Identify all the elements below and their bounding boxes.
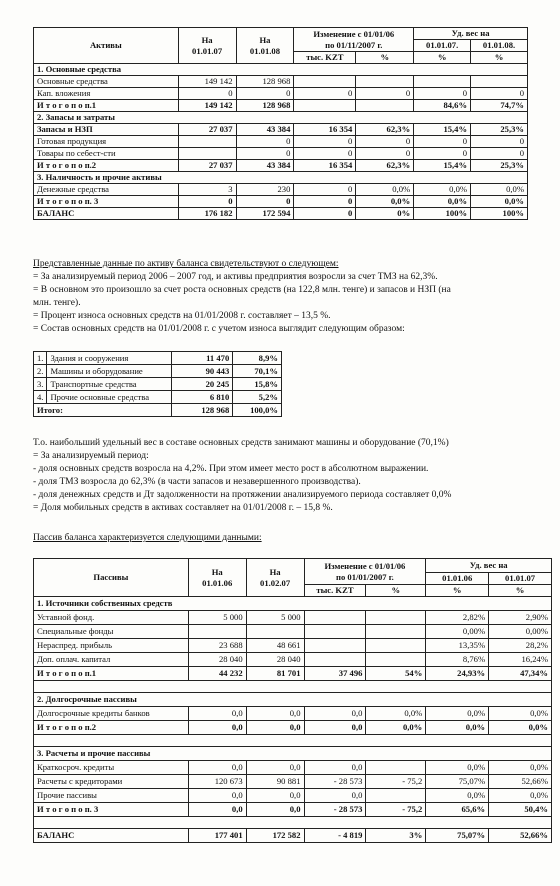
cell: 28 040 [246, 653, 304, 667]
table-row [34, 76, 528, 88]
cell: 0 [294, 196, 356, 208]
cell: 75,07% [426, 829, 489, 843]
cell: 16 354 [294, 124, 356, 136]
col-header-date2: На 01.02.07 [246, 559, 304, 597]
total-row [34, 124, 528, 136]
cell: 27 037 [178, 124, 236, 136]
cell [304, 653, 366, 667]
cell: - 28 573 [304, 775, 366, 789]
cell: 3% [366, 829, 426, 843]
section-title: 3. Расчеты и прочие пассивы [34, 747, 552, 761]
cell: 5 000 [246, 611, 304, 625]
paragraph-line: = За анализируемый период 2006 – 2007 год, и активы предприятия возросли за счет ТМЗ на 62,3%. [33, 272, 438, 282]
row-label: Долгосрочные кредиты банков [34, 707, 189, 721]
table-row [34, 789, 552, 803]
assets-table-body [34, 64, 528, 220]
row-label: Расчеты с кредиторами [34, 775, 189, 789]
table-row [34, 761, 552, 775]
cell: 15,4% [414, 124, 471, 136]
cell [356, 100, 414, 112]
cell: - 4 819 [304, 829, 366, 843]
cell: 0,0% [426, 721, 489, 735]
cell: 74,7% [471, 100, 528, 112]
total-row [34, 803, 552, 817]
section-row [34, 64, 528, 76]
cell: 0,0% [489, 789, 552, 803]
cell [366, 611, 426, 625]
cell: 8,76% [426, 653, 489, 667]
cell: 0,0% [426, 707, 489, 721]
cell: 0,0% [471, 184, 528, 196]
row-label: Уставной фонд. [34, 611, 189, 625]
col-header-share1: 01.01.07. [414, 40, 471, 52]
cell [366, 639, 426, 653]
table-row [34, 625, 552, 639]
row-label: И т о г о п о п.1 [34, 667, 189, 681]
cell: 230 [236, 184, 294, 196]
cell: 0 [236, 148, 294, 160]
cell: 0,0 [304, 761, 366, 775]
cell: 37 496 [304, 667, 366, 681]
cell: 0% [356, 208, 414, 220]
row-label: И т о г о п о п.2 [34, 160, 179, 172]
cell: 0 [356, 136, 414, 148]
cell [178, 148, 236, 160]
cell: 0 [471, 148, 528, 160]
cell: 43 384 [236, 160, 294, 172]
spacer-row [34, 735, 552, 747]
col-header-pct: % [366, 585, 426, 597]
cell: 0 [356, 88, 414, 100]
cell: 0 [471, 136, 528, 148]
cell [304, 611, 366, 625]
cell: 23 688 [188, 639, 246, 653]
cell: 120 673 [188, 775, 246, 789]
total-row [34, 196, 528, 208]
cell: 47,34% [489, 667, 552, 681]
section-title: 2. Запасы и затраты [34, 112, 528, 124]
cell: 0,0 [304, 721, 366, 735]
section-row [34, 597, 552, 611]
cell: 0,0% [414, 184, 471, 196]
cell: 0,0 [188, 721, 246, 735]
cell: 0 [294, 148, 356, 160]
cell: 177 401 [188, 829, 246, 843]
cell: 0 [236, 196, 294, 208]
row-label: Товары по себест-сти [34, 148, 179, 160]
total-row [34, 829, 552, 843]
table-row [34, 775, 552, 789]
cell [414, 76, 471, 88]
cell: 100% [414, 208, 471, 220]
section-title: 1. Основные средства [34, 64, 528, 76]
fixed-assets-table [33, 351, 282, 417]
section-row [34, 747, 552, 761]
cell: 0,0 [246, 721, 304, 735]
paragraph-line: = Доля мобильных средств в активах составляет на 01/01/2008 г. – 15,8 %. [33, 503, 333, 513]
col-header-pct: % [356, 52, 414, 64]
row-label: Прочие пассивы [34, 789, 189, 803]
paragraph-line: = В основном это произошло за счет роста основных средств (на 122,8 млн. тенге) и запасов и НЗП (на [33, 285, 451, 295]
cell: 0 [178, 88, 236, 100]
paragraph-line: - доля денежных средств и Дт задолженности на протяжении анализируемого периода составляет 0,0% [33, 490, 452, 500]
liabilities-heading: Пассив баланса характеризуется следующими данными: [33, 533, 262, 543]
cell: 0 [471, 88, 528, 100]
spacer-row [34, 817, 552, 829]
cell: 0 [294, 88, 356, 100]
table-row [34, 88, 528, 100]
cell: 44 232 [188, 667, 246, 681]
cell: 52,66% [489, 775, 552, 789]
cell: 0,0 [188, 789, 246, 803]
row-label: Специальные фонды [34, 625, 189, 639]
col-header-kzt: тыс. KZT [294, 52, 356, 64]
table-row: 3. Транспортные средства 20 245 15,8% [34, 378, 282, 391]
row-label: Кап. вложения [34, 88, 179, 100]
cell: 90 881 [246, 775, 304, 789]
cell: 0,0% [426, 761, 489, 775]
cell: 0 [236, 88, 294, 100]
cell [304, 639, 366, 653]
section-title: 3. Наличность и прочие активы [34, 172, 528, 184]
paragraph-line: Т.о. наибольший удельный вес в составе основных средств занимают машины и оборудование (70,1%) [33, 438, 449, 448]
col-header-date2: На 01.01.08 [236, 28, 294, 64]
cell: 0,0 [188, 803, 246, 817]
col-header-pct: % [471, 52, 528, 64]
cell: 172 594 [236, 208, 294, 220]
row-label: Краткосроч. кредиты [34, 761, 189, 775]
cell: 0 [414, 88, 471, 100]
table-row [34, 611, 552, 625]
cell: 15,4% [414, 160, 471, 172]
cell: 28,2% [489, 639, 552, 653]
col-header-share: Уд. вес на [426, 559, 552, 573]
cell [294, 76, 356, 88]
cell: 2,90% [489, 611, 552, 625]
spacer-row [34, 681, 552, 693]
cell: 0,00% [489, 625, 552, 639]
paragraph-line: - доля основных средств возросла на 4,2%. При этом имеет место рост в абсолютном выражении. [33, 464, 429, 474]
cell: 62,3% [356, 124, 414, 136]
col-header-pct: % [489, 585, 552, 597]
cell: 81 701 [246, 667, 304, 681]
table-row [34, 639, 552, 653]
row-label: Денежные средства [34, 184, 179, 196]
paragraph-line: - доля ТМЗ возросла до 62,3% (в части запасов и незавершенного производства). [33, 477, 361, 487]
section-title: 1. Источники собственных средств [34, 597, 552, 611]
table-row: 4. Прочие основные средства 6 810 5,2% [34, 391, 282, 404]
cell: 52,66% [489, 829, 552, 843]
liabilities-header: Пассивы [34, 559, 189, 597]
table-row [34, 148, 528, 160]
row-label: Готовая продукция [34, 136, 179, 148]
row-label: БАЛАНС [34, 829, 189, 843]
cell: 149 142 [178, 100, 236, 112]
total-row [34, 208, 528, 220]
cell: 16 354 [294, 160, 356, 172]
section-title: 2. Долгосрочные пассивы [34, 693, 552, 707]
col-header-share1: 01.01.06 [426, 573, 489, 585]
col-header-change: Изменение с 01/01/06 по 01/01/2007 г. [304, 559, 426, 585]
cell: - 28 573 [304, 803, 366, 817]
cell: 0,0% [414, 196, 471, 208]
cell: 0 [294, 208, 356, 220]
cell: 0,0 [246, 789, 304, 803]
cell: 0,0% [356, 184, 414, 196]
cell: 0 [236, 136, 294, 148]
cell [178, 136, 236, 148]
paragraph-line: = Процент износа основных средств на 01/01/2008 г. составляет – 13,5 %. [33, 311, 331, 321]
liabilities-table [33, 558, 552, 843]
cell: 84,6% [414, 100, 471, 112]
col-header-pct: % [426, 585, 489, 597]
row-label: И т о г о п о п. 3 [34, 196, 179, 208]
cell: 0,0 [304, 789, 366, 803]
cell: 28 040 [188, 653, 246, 667]
cell: 48 661 [246, 639, 304, 653]
cell: 0,0 [246, 803, 304, 817]
cell [366, 761, 426, 775]
cell: 62,3% [356, 160, 414, 172]
row-label: И т о г о п о п.1 [34, 100, 179, 112]
section-row [34, 172, 528, 184]
cell: 43 384 [236, 124, 294, 136]
cell: 0 [414, 136, 471, 148]
table-row [34, 136, 528, 148]
col-header-date1: На 01.01.07 [178, 28, 236, 64]
cell: 0 [178, 196, 236, 208]
paragraph-line: Представленные данные по активу баланса свидетельствуют о следующем: [33, 259, 339, 269]
cell: 0,0 [304, 707, 366, 721]
row-label: Нераспред. прибыль [34, 639, 189, 653]
assets-header: Активы [34, 28, 179, 64]
table-row [34, 184, 528, 196]
cell: 0,0% [426, 789, 489, 803]
cell: 0,00% [426, 625, 489, 639]
cell: - 75,2 [366, 775, 426, 789]
cell: 0,0% [366, 721, 426, 735]
cell: 0,0 [188, 761, 246, 775]
cell: 25,3% [471, 160, 528, 172]
col-header-pct: % [414, 52, 471, 64]
cell: 0 [414, 148, 471, 160]
cell: 2,82% [426, 611, 489, 625]
cell: 0,0 [246, 761, 304, 775]
cell: 128 968 [236, 100, 294, 112]
row-label: Доп. оплач. капитал [34, 653, 189, 667]
cell: 0 [294, 136, 356, 148]
cell [471, 76, 528, 88]
col-header-date1: На 01.01.06 [188, 559, 246, 597]
cell: 16,24% [489, 653, 552, 667]
cell: 50,4% [489, 803, 552, 817]
section-row [34, 112, 528, 124]
row-label: И т о г о п о п. 3 [34, 803, 189, 817]
cell [304, 625, 366, 639]
cell: 0,0% [471, 196, 528, 208]
cell: 0,0% [489, 721, 552, 735]
total-row [34, 100, 528, 112]
col-header-change: Изменение с 01/01/06 по 01/11/2007 г. [294, 28, 414, 52]
cell [366, 625, 426, 639]
col-header-share2: 01.01.08. [471, 40, 528, 52]
cell [356, 76, 414, 88]
cell: 65,6% [426, 803, 489, 817]
cell: 172 582 [246, 829, 304, 843]
paragraph-line: = Состав основных средств на 01/01/2008 г. с учетом износа выглядит следующим образом: [33, 324, 405, 334]
col-header-kzt: тыс. KZT [304, 585, 366, 597]
cell: 0,0% [356, 196, 414, 208]
table-row [34, 707, 552, 721]
paragraph-line: = За анализируемый период: [33, 451, 149, 461]
cell [366, 789, 426, 803]
cell: - 75,2 [366, 803, 426, 817]
cell: 0,0% [489, 707, 552, 721]
total-row [34, 160, 528, 172]
cell: 0,0 [246, 707, 304, 721]
liabilities-table-body [34, 597, 552, 843]
cell: 176 182 [178, 208, 236, 220]
cell: 25,3% [471, 124, 528, 136]
table-row: 1. Здания и сооружения 11 470 8,9% [34, 352, 282, 365]
table-total-row: Итого: 128 968 100,0% [34, 404, 282, 417]
cell [294, 100, 356, 112]
cell: 0,0 [188, 707, 246, 721]
table-row: 2. Машины и оборудование 90 443 70,1% [34, 365, 282, 378]
cell: 0,0% [489, 761, 552, 775]
cell: 100% [471, 208, 528, 220]
row-label: Запасы и НЗП [34, 124, 179, 136]
cell [246, 625, 304, 639]
cell: 0 [356, 148, 414, 160]
cell: 13,35% [426, 639, 489, 653]
col-header-share2: 01.01.07 [489, 573, 552, 585]
cell [366, 653, 426, 667]
cell: 128 968 [236, 76, 294, 88]
paragraph-line: млн. тенге). [33, 298, 81, 308]
row-label: Основные средства [34, 76, 179, 88]
cell: 27 037 [178, 160, 236, 172]
row-label: БАЛАНС [34, 208, 179, 220]
total-row [34, 721, 552, 735]
cell: 149 142 [178, 76, 236, 88]
cell: 24,93% [426, 667, 489, 681]
cell: 0 [294, 184, 356, 196]
cell [188, 625, 246, 639]
table-row [34, 653, 552, 667]
cell: 0,0% [366, 707, 426, 721]
row-label: И т о г о п о п.2 [34, 721, 189, 735]
cell: 3 [178, 184, 236, 196]
total-row [34, 667, 552, 681]
cell: 75,07% [426, 775, 489, 789]
section-row [34, 693, 552, 707]
cell: 54% [366, 667, 426, 681]
col-header-share: Уд. вес на [414, 28, 528, 40]
assets-table [33, 27, 528, 220]
cell: 5 000 [188, 611, 246, 625]
